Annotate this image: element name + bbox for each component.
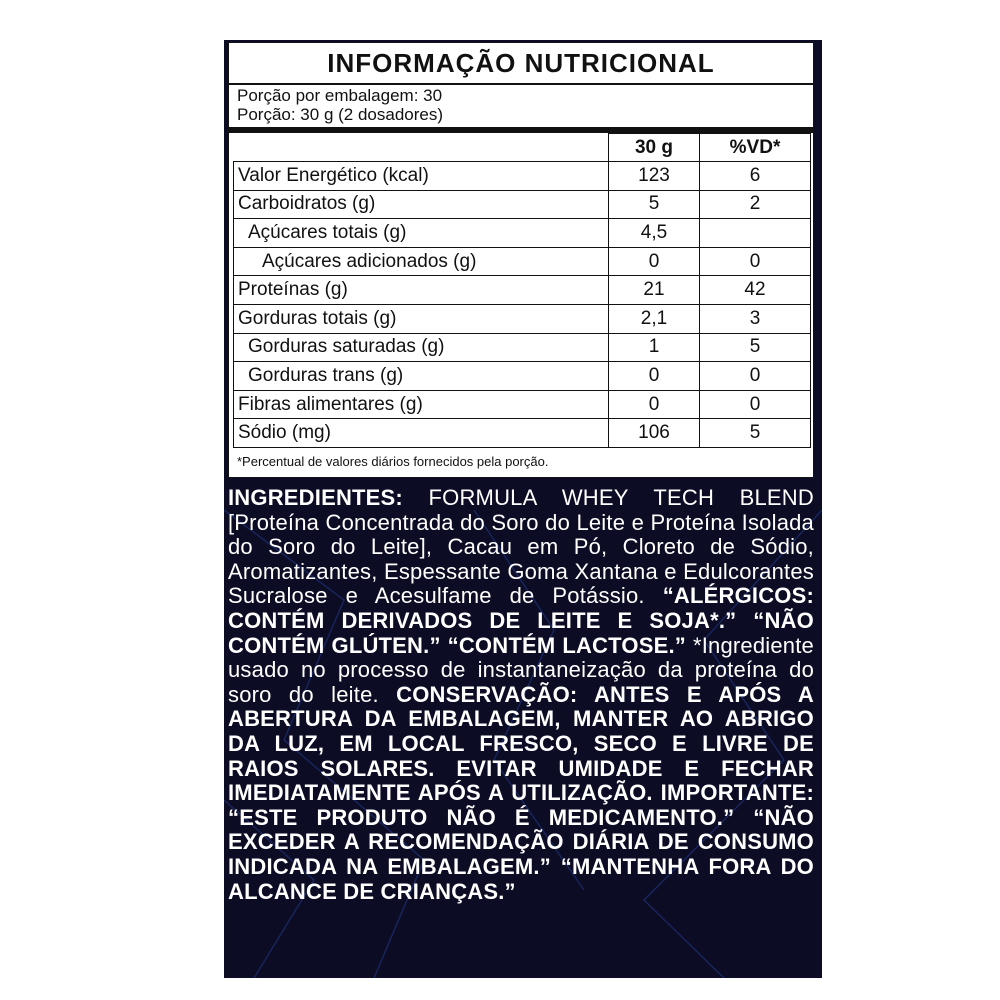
ingredient-note: *Ingrediente usado no processo de instantaneização da proteína do soro do leite. bbox=[228, 632, 814, 707]
product-label bbox=[224, 40, 822, 978]
table-header-row bbox=[234, 134, 811, 162]
nutrient-vd: 2 bbox=[700, 190, 811, 219]
allergen-warning: “ALÉRGICOS: CONTÉM DERIVADOS DE LEITE E SOJA*.” “NÃO CONTÉM GLÚTEN.” “CONTÉM LACTOSE.” bbox=[228, 583, 814, 658]
nutrient-vd: 5 bbox=[700, 333, 811, 362]
nutrition-facts-panel bbox=[228, 42, 814, 478]
nutrient-vd: 0 bbox=[700, 362, 811, 391]
table-row bbox=[234, 419, 811, 448]
nutrient-vd bbox=[700, 219, 811, 248]
nutrient-vd: 0 bbox=[700, 247, 811, 276]
nutrient-amount: 21 bbox=[609, 276, 700, 305]
servings-per-package: Porção por embalagem: 30 bbox=[237, 86, 443, 105]
nutrient-name: Gorduras saturadas (g) bbox=[234, 333, 609, 362]
nutrient-amount: 106 bbox=[609, 419, 700, 448]
table-row bbox=[234, 390, 811, 419]
nutrient-amount: 0 bbox=[609, 247, 700, 276]
nutrient-vd: 6 bbox=[700, 162, 811, 191]
table-row bbox=[234, 219, 811, 248]
serving-size: Porção: 30 g (2 dosadores) bbox=[237, 105, 444, 124]
nutrient-amount: 5 bbox=[609, 190, 700, 219]
header-amount: 30 g bbox=[609, 134, 700, 162]
nutrient-vd: 5 bbox=[700, 419, 811, 448]
nutrient-name: Proteínas (g) bbox=[234, 276, 609, 305]
nutrient-name: Gorduras totais (g) bbox=[234, 304, 609, 333]
ingredients-list: FORMULA WHEY TECH BLEND [Proteína Concentrada do Soro do Leite e Proteína Isolada do Soro do Leite], Cacau em Pó, Cloreto de Sódio, Aromatizantes, Espessante Goma Xantana e Edulcorantes Sucralose e Acesulfame de Potássio. bbox=[228, 485, 814, 609]
nutrient-name: Fibras alimentares (g) bbox=[234, 390, 609, 419]
nutrient-name: Carboidratos (g) bbox=[234, 190, 609, 219]
table-row bbox=[234, 190, 811, 219]
nutrient-vd: 3 bbox=[700, 304, 811, 333]
ingredients-label: INGREDIENTES: bbox=[228, 485, 403, 510]
nutrient-amount: 123 bbox=[609, 162, 700, 191]
nutrient-amount: 2,1 bbox=[609, 304, 700, 333]
header-vd: %VD* bbox=[700, 134, 811, 162]
table-row bbox=[234, 362, 811, 391]
nutrient-vd: 0 bbox=[700, 390, 811, 419]
table-row bbox=[234, 162, 811, 191]
nutrition-title: INFORMAÇÃO NUTRICIONAL bbox=[229, 43, 813, 85]
portion-info bbox=[229, 85, 813, 133]
ingredients-text bbox=[228, 486, 814, 904]
nutrient-amount: 0 bbox=[609, 362, 700, 391]
nutrient-name: Gorduras trans (g) bbox=[234, 362, 609, 391]
nutrient-name: Açúcares adicionados (g) bbox=[234, 247, 609, 276]
header-empty-cell bbox=[234, 134, 609, 162]
table-row bbox=[234, 276, 811, 305]
nutrient-name: Sódio (mg) bbox=[234, 419, 609, 448]
nutrient-name: Valor Energético (kcal) bbox=[234, 162, 609, 191]
nutrient-amount: 1 bbox=[609, 333, 700, 362]
vd-footnote: *Percentual de valores diários fornecidos pela porção. bbox=[237, 453, 549, 469]
table-row bbox=[234, 247, 811, 276]
nutrient-name: Açúcares totais (g) bbox=[234, 219, 609, 248]
table-row bbox=[234, 304, 811, 333]
table-row bbox=[234, 333, 811, 362]
conservation-warning: CONSERVAÇÃO: ANTES E APÓS A ABERTURA DA EMBALAGEM, MANTER AO ABRIGO DA LUZ, EM LOCAL FRESCO, SECO E LIVRE DE RAIOS SOLARES. EVITAR UMIDADE E FECHAR IMEDIATAMENTE APÓS A UTILIZAÇÃO. IMPORTANTE: “ESTE PRODUTO NÃO É MEDICAMENTO.” “NÃO EXCEDER A RECOMENDAÇÃO DIÁRIA DE CONSUMO INDICADA NA EMBALAGEM.” “MANTENHA FORA DO ALCANCE DE CRIANÇAS.” bbox=[228, 681, 814, 904]
nutrient-vd: 42 bbox=[700, 276, 811, 305]
nutrient-amount: 0 bbox=[609, 390, 700, 419]
nutrient-amount: 4,5 bbox=[609, 219, 700, 248]
nutrition-table bbox=[233, 133, 811, 448]
